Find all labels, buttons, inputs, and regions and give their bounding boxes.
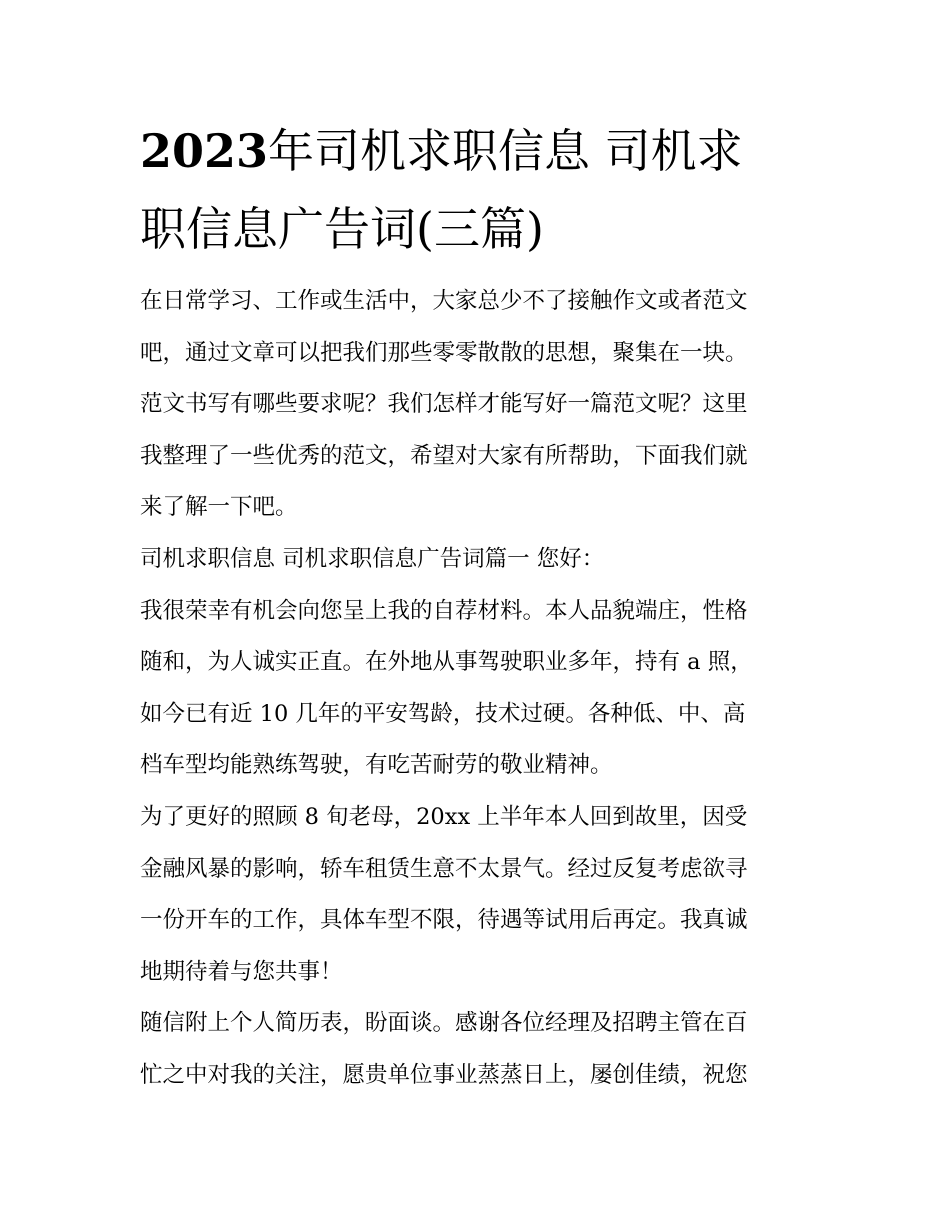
body-line: 忙之中对我的关注，愿贵单位事业蒸蒸日上，屡创佳绩，祝您 — [140, 1061, 748, 1088]
section-heading-line: 司机求职信息 司机求职信息广告词篇一 您好： — [140, 545, 605, 572]
document-title — [140, 112, 820, 268]
body-line: 地期待着与您共事！ — [140, 958, 343, 985]
title-line-1-text: 年司机求职信息 司机求 — [268, 124, 743, 178]
body-line: 在日常学习、工作或生活中，大家总少不了接触作文或者范文 — [140, 288, 748, 314]
body-line: 我整理了一些优秀的范文，希望对大家有所帮助，下面我们就 — [140, 442, 748, 469]
body-line: 随信附上个人简历表，盼面谈。感谢各位经理及招聘主管在百 — [140, 1010, 748, 1037]
body-line: 随和，为人诚实正直。在外地从事驾驶职业多年，持有 a 照， — [140, 649, 753, 676]
body-line: 来了解一下吧。 — [140, 494, 298, 521]
body-line: 金融风暴的影响，轿车租赁生意不太景气。经过反复考虑欲寻 — [140, 855, 748, 882]
title-year: 2023 — [140, 124, 269, 178]
body-line: 我很荣幸有机会向您呈上我的自荐材料。本人品貌端庄，性格 — [140, 597, 748, 624]
title-line-2: 职信息广告词(三篇) — [140, 202, 544, 256]
body-line: 范文书写有哪些要求呢？我们怎样才能写好一篇范文呢？这里 — [140, 391, 748, 418]
body-line: 吧，通过文章可以把我们那些零零散散的思想，聚集在一块。 — [140, 339, 748, 366]
document-body — [140, 276, 820, 1102]
title-line-1 — [140, 112, 820, 190]
body-line: 如今已有近 10 几年的平安驾龄，技术过硬。各种低、中、高 — [140, 700, 746, 727]
body-line: 一份开车的工作，具体车型不限，待遇等试用后再定。我真诚 — [140, 907, 748, 934]
body-line: 档车型均能熟练驾驶，有吃苦耐劳的敬业精神。 — [140, 752, 613, 779]
body-line: 为了更好的照顾 8 旬老母，20xx 上半年本人回到故里，因受 — [140, 803, 748, 830]
